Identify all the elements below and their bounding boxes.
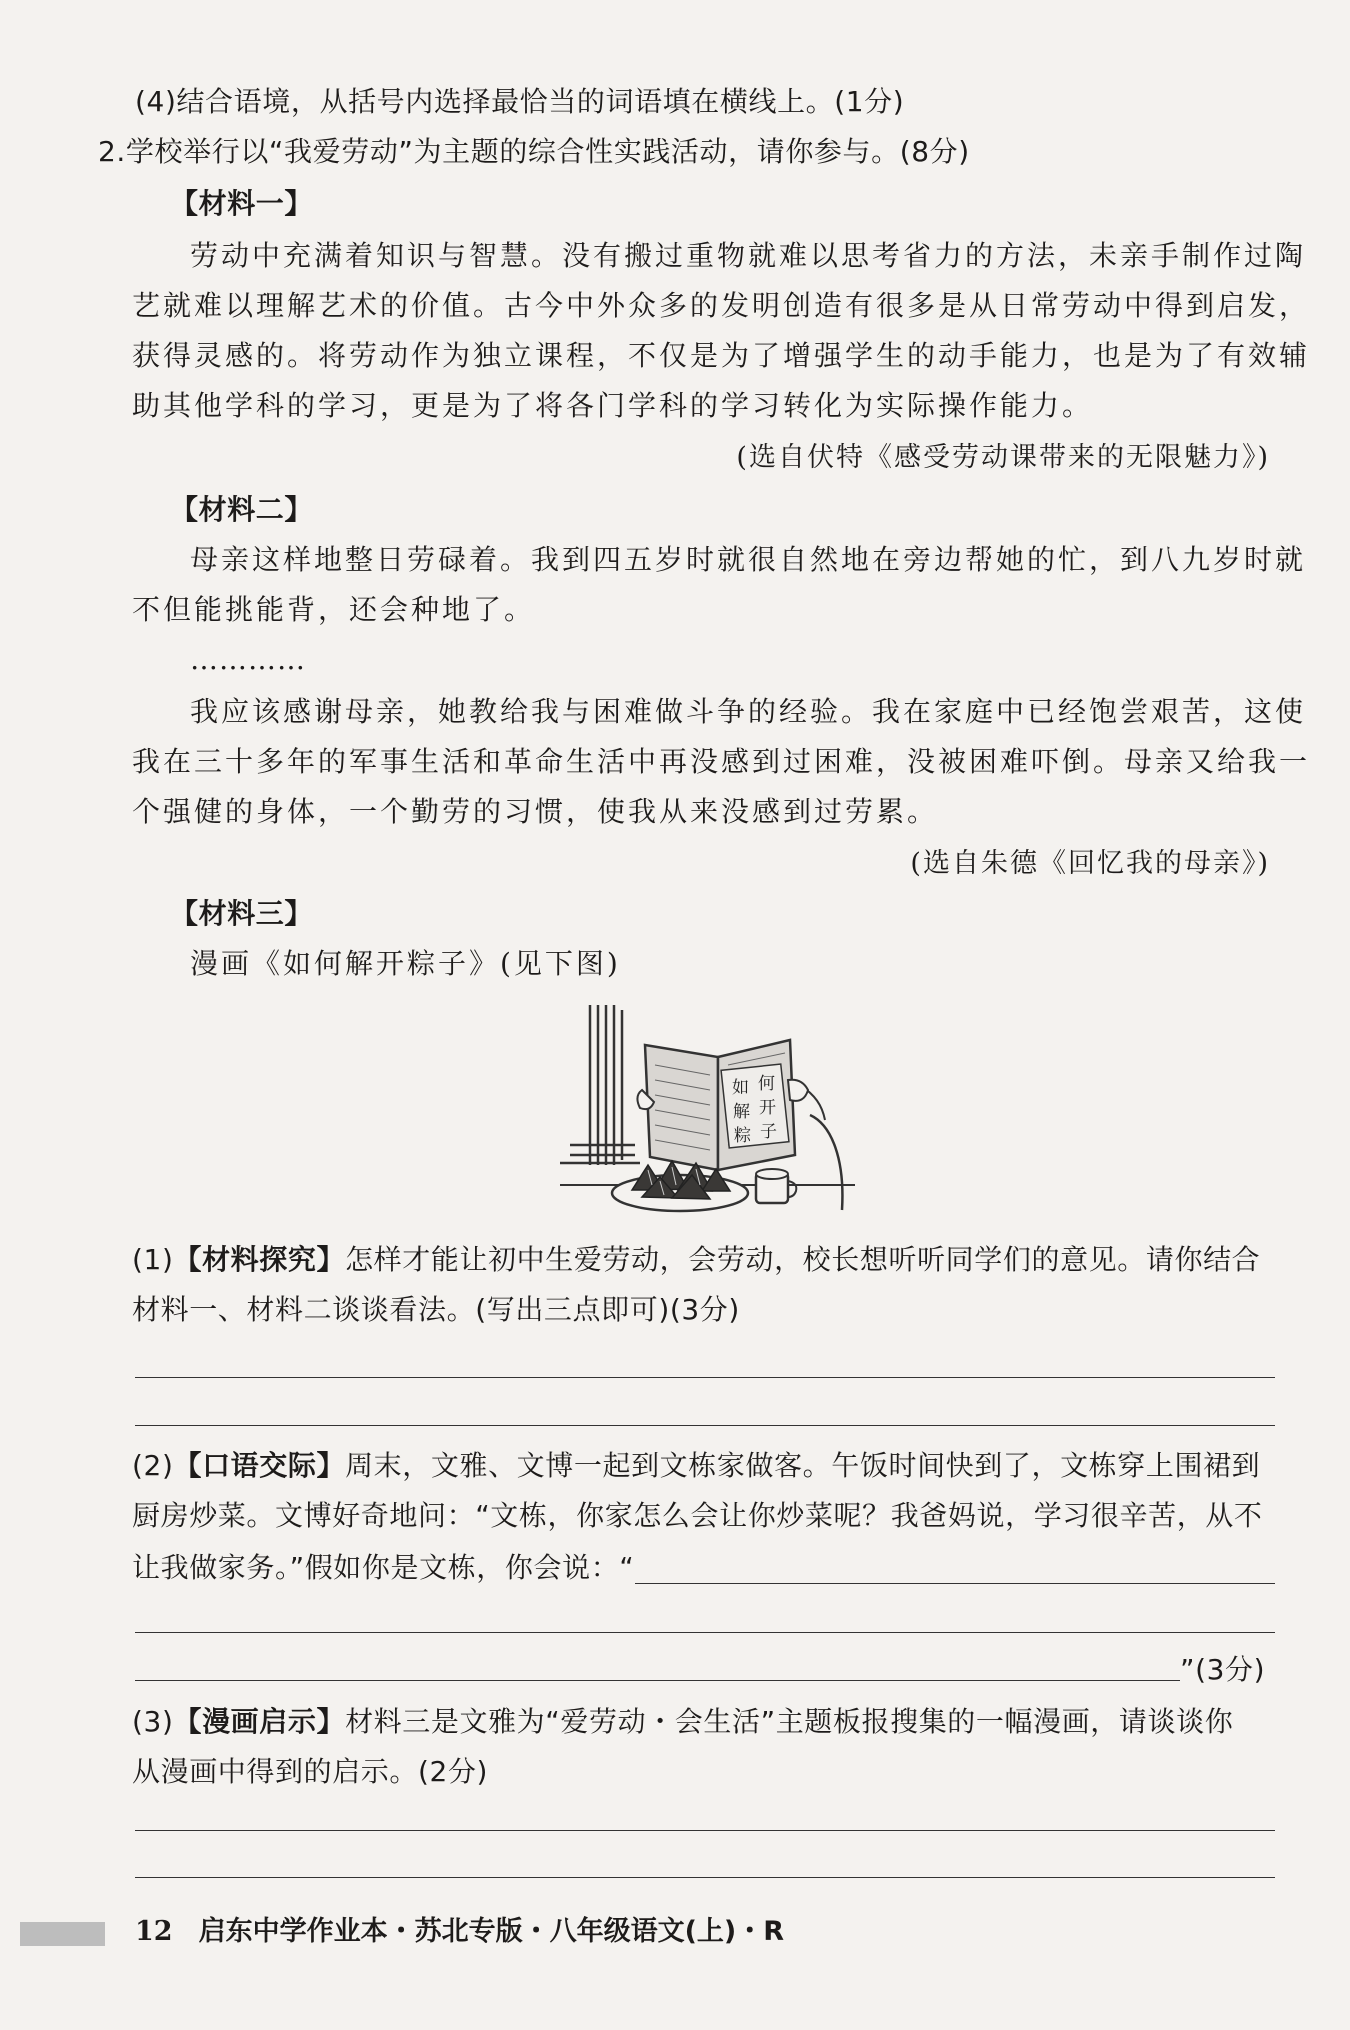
material-2-heading: 【材料二】 <box>170 493 314 526</box>
subquestion-3-tag: 【漫画启示】 <box>173 1705 346 1738</box>
book-char: 子 <box>760 1122 777 1142</box>
answer-line-2a[interactable] <box>635 1583 1275 1584</box>
subquestion-3-text: 材料三是文雅为“爱劳动・会生活”主题板报搜集的一幅漫画，请谈谈你 <box>345 1705 1234 1738</box>
subquestion-1-text: 怎样才能让初中生爱劳动，会劳动，校长想听听同学们的意见。请你结合 <box>345 1243 1261 1276</box>
answer-line-3b[interactable] <box>135 1877 1275 1878</box>
subquestion-1 <box>132 1240 1260 1280</box>
window-frame <box>560 1005 640 1165</box>
material-1-line: 获得灵感的。将劳动作为独立课程，不仅是为了增强学生的动手能力，也是为了有效辅 <box>132 339 1311 372</box>
material-1-line: 艺就难以理解艺术的价值。古今中外众多的发明创造有很多是从日常劳动中得到启发， <box>132 289 1311 322</box>
material-1-line: 助其他学科的学习，更是为了将各门学科的学习转化为实际操作能力。 <box>132 389 1094 422</box>
page-number: 12 <box>135 1916 173 1947</box>
subquestion-1-text-line2: 材料一、材料二谈谈看法。(写出三点即可)(3分) <box>132 1293 740 1326</box>
cartoon-reading-zongzi <box>560 985 855 1225</box>
subquestion-2-number: (2) <box>132 1449 174 1482</box>
subquestion-2-end: ”(3分) <box>1180 1653 1266 1686</box>
material-2-ellipsis: ………… <box>190 643 306 676</box>
subquestion-2-text: 周末，文雅、文博一起到文栋家做客。午饭时间快到了，文栋穿上围裙到 <box>345 1449 1261 1482</box>
footer <box>135 1912 784 1952</box>
material-1-line: 劳动中充满着知识与智慧。没有搬过重物就难以思考省力的方法，未亲手制作过陶 <box>190 239 1307 272</box>
material-2-line: 我在三十多年的军事生活和革命生活中再没感到过困难，没被困难吓倒。母亲又给我一 <box>132 745 1311 778</box>
subquestion-3-number: (3) <box>132 1705 174 1738</box>
right-hand <box>788 1080 808 1101</box>
book-title: 启东中学作业本・苏北专版・八年级语文(上)・R <box>198 1916 785 1947</box>
book-char: 开 <box>759 1098 776 1118</box>
material-2-line: 我应该感谢母亲，她教给我与困难做斗争的经验。我在家庭中已经饱尝艰苦，这使 <box>190 695 1307 728</box>
subquestion-2-tag: 【口语交际】 <box>173 1449 346 1482</box>
material-2-line: 个强健的身体，一个勤劳的习惯，使我从来没感到过劳累。 <box>132 795 939 828</box>
subquestion-1-number: (1) <box>132 1243 174 1276</box>
subquestion-2-text-line3: 让我做家务。”假如你是文栋，你会说：“ <box>132 1551 635 1584</box>
material-2-line: 不但能挑能背，还会种地了。 <box>132 593 536 626</box>
subquestion-2 <box>132 1446 1260 1486</box>
subquestion-2-text-line2: 厨房炒菜。文博好奇地问：“文栋，你家怎么会让你炒菜呢？我爸妈说，学习很辛苦，从不 <box>132 1499 1263 1532</box>
question-2-title: 2.学校举行以“我爱劳动”为主题的综合性实践活动，请你参与。(8分) <box>98 135 970 168</box>
answer-line-3a[interactable] <box>135 1830 1275 1831</box>
material-3-heading: 【材料三】 <box>170 897 314 930</box>
person-shoulder <box>810 1115 842 1210</box>
subquestion-3-text-line2: 从漫画中得到的启示。(2分) <box>132 1755 489 1788</box>
book-char: 何 <box>758 1074 775 1094</box>
question-4: (4)结合语境，从括号内选择最恰当的词语填在横线上。(1分) <box>135 85 905 118</box>
material-1-source: (选自伏特《感受劳动课带来的无限魅力》) <box>736 442 1270 473</box>
answer-line-1a[interactable] <box>135 1377 1275 1378</box>
book-char: 解 <box>733 1102 750 1122</box>
answer-line-2c[interactable] <box>135 1680 1180 1681</box>
subquestion-1-tag: 【材料探究】 <box>173 1243 346 1276</box>
book-char: 如 <box>732 1078 749 1098</box>
subquestion-3 <box>132 1702 1233 1742</box>
book-char: 粽 <box>734 1126 751 1146</box>
material-2-line: 母亲这样地整日劳碌着。我到四五岁时就很自然地在旁边帮她的忙，到八九岁时就 <box>190 543 1307 576</box>
answer-line-2b[interactable] <box>135 1632 1275 1633</box>
material-1-heading: 【材料一】 <box>170 187 314 220</box>
material-2-source: (选自朱德《回忆我的母亲》) <box>910 848 1270 879</box>
footer-bar <box>20 1922 105 1946</box>
answer-line-1b[interactable] <box>135 1425 1275 1426</box>
material-3-caption: 漫画《如何解开粽子》(见下图) <box>190 947 621 980</box>
